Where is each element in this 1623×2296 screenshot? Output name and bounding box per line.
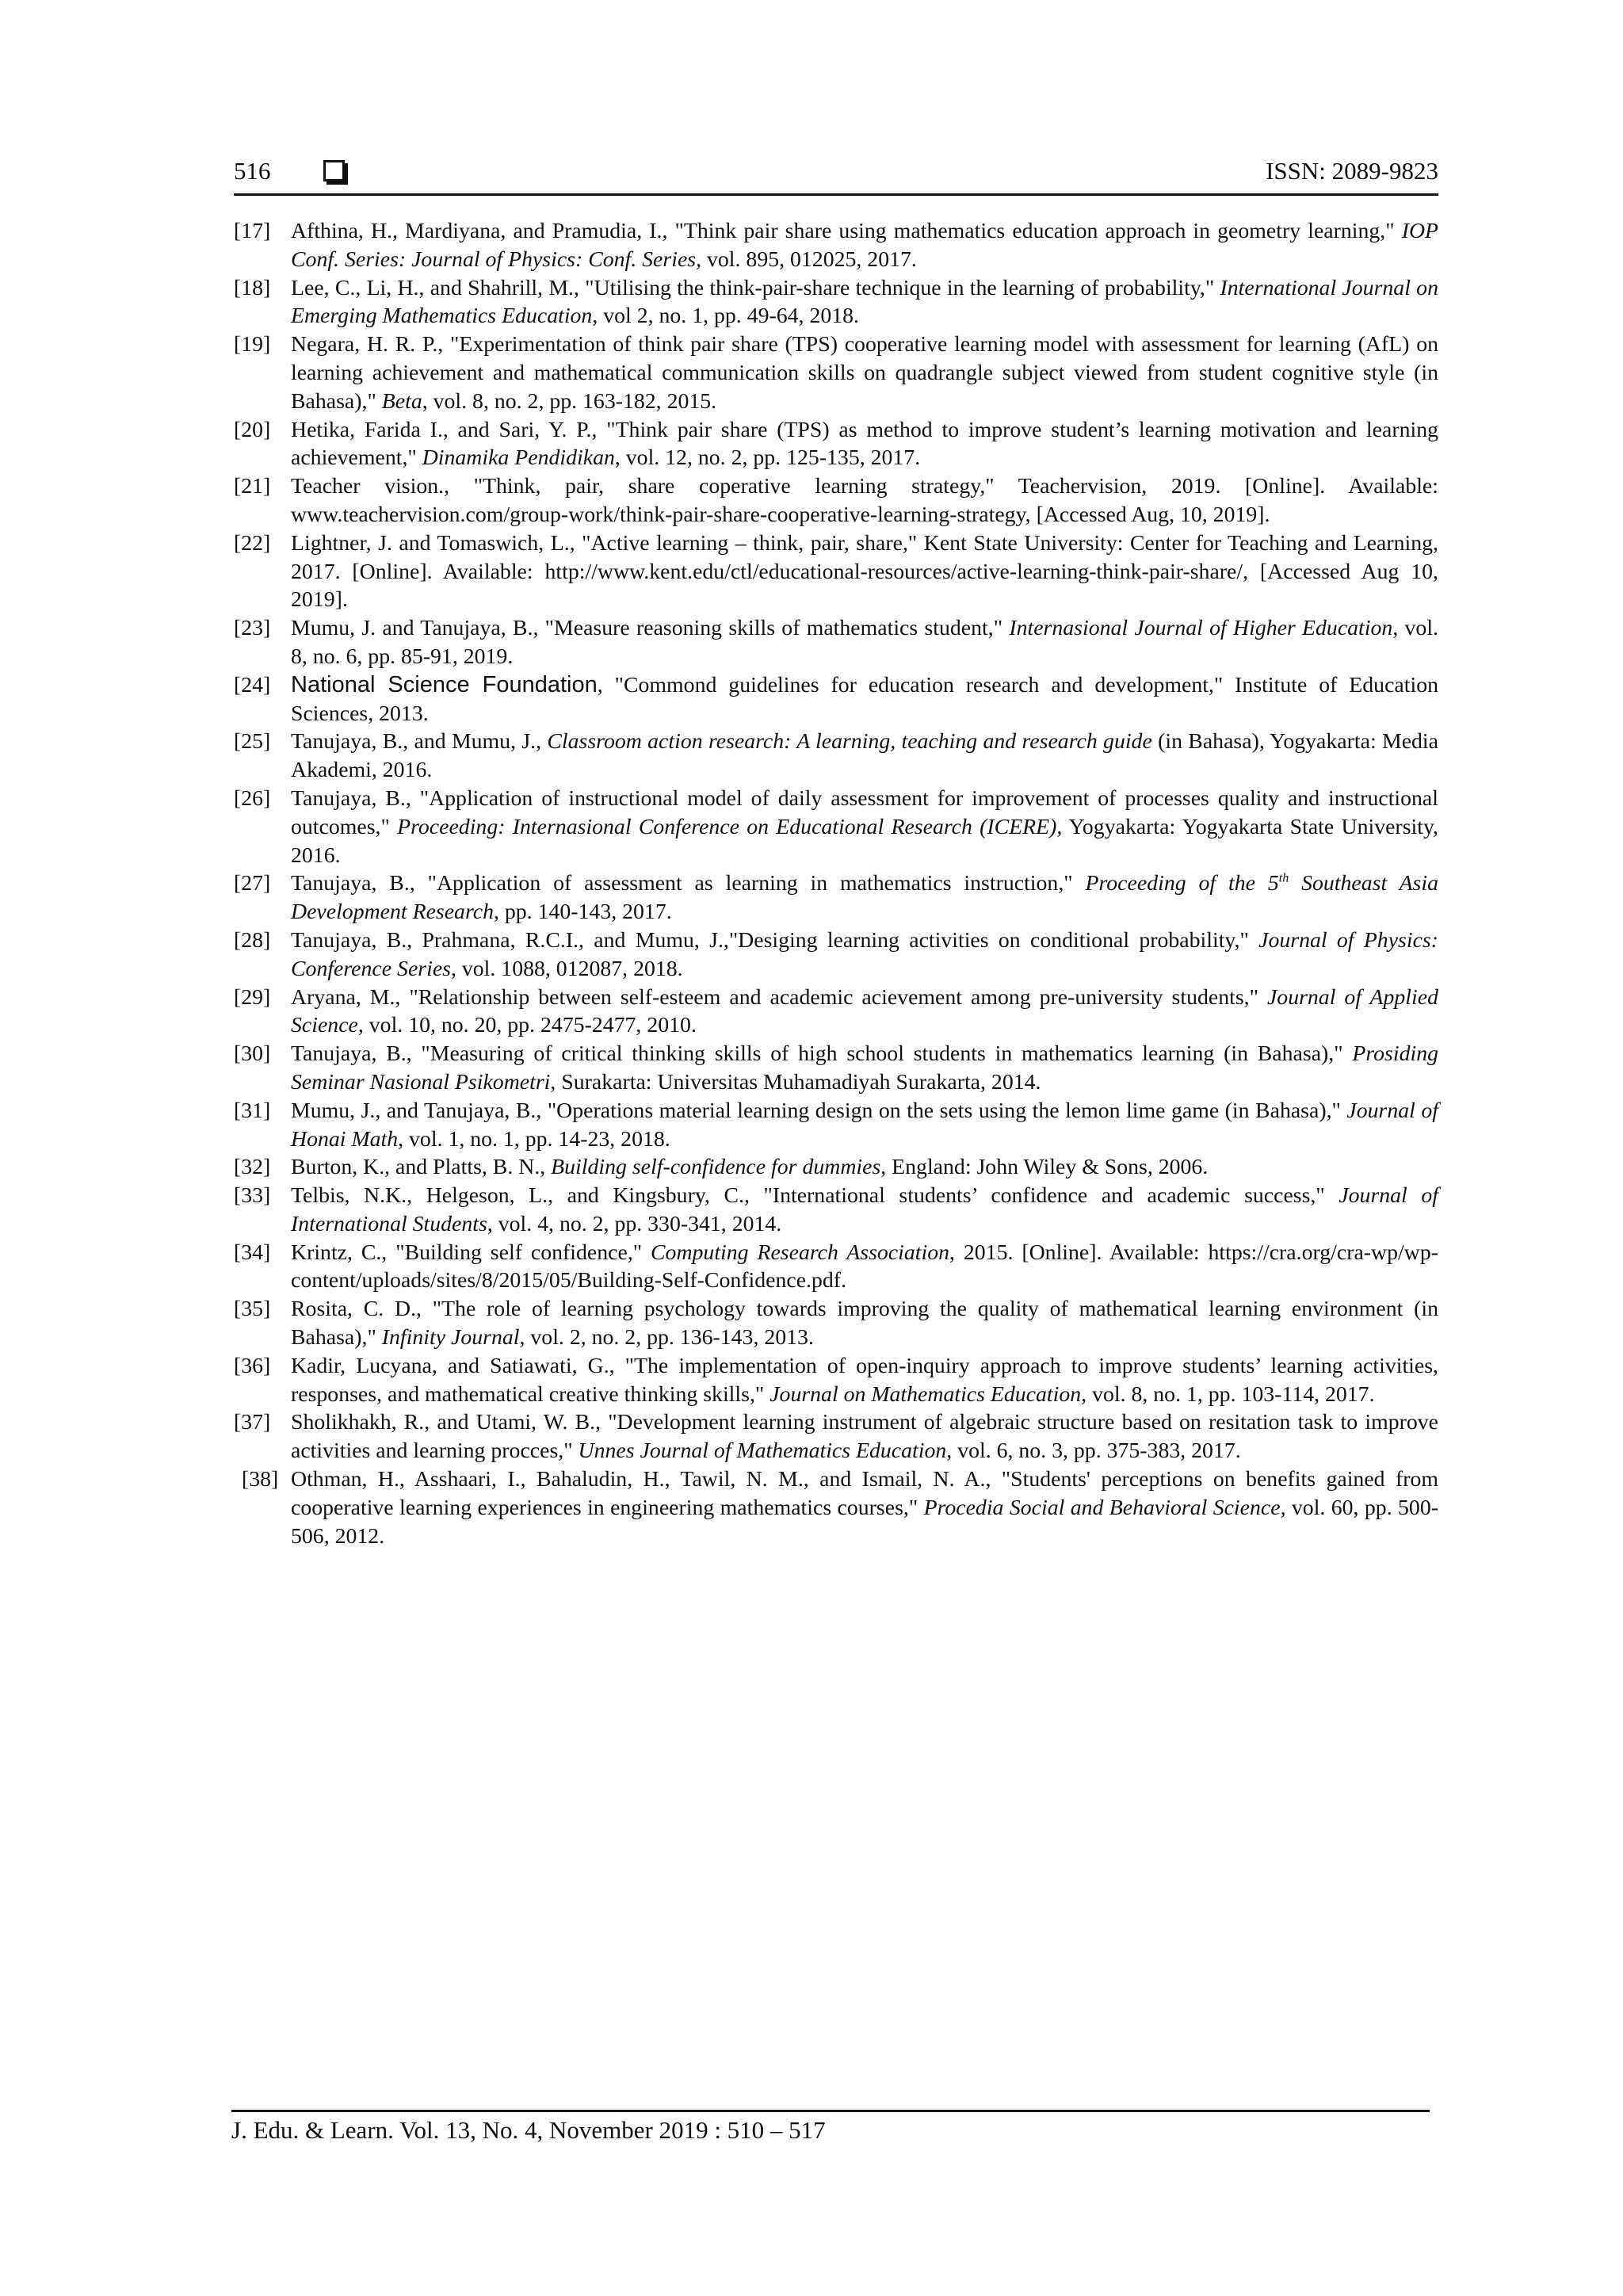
- reference-italic-segment: Journal of Applied Science: [291, 984, 1438, 1038]
- reference-item: [234, 926, 1438, 984]
- reference-segment: , "Commond guidelines for education research and development," Institute of Education Sciences, 2013.: [291, 672, 1438, 726]
- reference-text: [291, 1408, 1438, 1465]
- reference-segment: Tanujaya, B., "Application of assessment as learning in mathematics instruction,": [291, 871, 1086, 896]
- reference-segment: Yogyakarta: Yogyakarta State University, 2016.: [291, 814, 1438, 868]
- reference-italic-segment: Computing Research Association: [651, 1240, 950, 1265]
- reference-text: [291, 1239, 1438, 1296]
- reference-segment: Kadir, Lucyana, and Satiawati, G., "The implementation of open-inquiry approach to improve students’ learning activities, responses, and mathematical creative thinking skills,": [291, 1353, 1438, 1407]
- reference-segment: National Science Foundation: [291, 671, 598, 697]
- reference-item: [234, 1408, 1438, 1465]
- reference-text: [291, 529, 1438, 614]
- reference-italic-segment: Beta: [381, 388, 422, 414]
- reference-item: [234, 1153, 1438, 1182]
- reference-item: [234, 330, 1438, 415]
- reference-number: [37]: [234, 1410, 271, 1435]
- reference-segment: Telbis, N.K., Helgeson, L., and Kingsbury, C., "International students’ confidence and academic success,": [291, 1183, 1339, 1209]
- reference-item: [234, 1097, 1438, 1154]
- header-rule: [234, 193, 1438, 196]
- reference-text: [291, 1465, 1438, 1550]
- reference-italic-segment: Southeast Asia Development Research: [291, 871, 1438, 925]
- reference-number: [38]: [242, 1467, 279, 1492]
- reference-segment: , pp. 140-143, 2017.: [493, 900, 672, 925]
- reference-item: [234, 217, 1438, 274]
- reference-italic-segment: Journal of International Students: [291, 1183, 1438, 1236]
- reference-text: [291, 984, 1438, 1041]
- reference-text: [291, 1352, 1438, 1409]
- reference-italic-segment: Dinamika Pendidikan: [422, 445, 615, 471]
- reference-number: [32]: [234, 1155, 271, 1180]
- reference-segment: , vol. 8, no. 2, pp. 163-182, 2015.: [422, 388, 717, 414]
- reference-number: [28]: [234, 927, 271, 953]
- issn-label: ISSN: 2089-9823: [1266, 157, 1438, 185]
- reference-segment: , Surakarta: Universitas Muhamadiyah Surakarta, 2014.: [550, 1069, 1041, 1095]
- reference-segment: , vol 2, no. 1, pp. 49-64, 2018.: [592, 304, 859, 329]
- reference-text: [291, 1295, 1438, 1352]
- reference-number: [18]: [234, 275, 271, 300]
- reference-italic-segment: Internasional Journal of Higher Education: [1009, 616, 1393, 641]
- reference-segment: Hetika, Farida I., and Sari, Y. P., "Think pair share (TPS) as method to improve student’s learning motivation and learning achievement,": [291, 417, 1438, 471]
- reference-number: [17]: [234, 219, 271, 243]
- reference-segment: vol. 895, 012025, 2017.: [701, 246, 917, 272]
- reference-text: [291, 671, 1438, 728]
- reference-italic-segment: Infinity Journal: [381, 1325, 520, 1350]
- reference-segment: Rosita, C. D., "The role of learning psychology towards improving the quality of mathematical learning environment (in Bahasa),": [291, 1297, 1438, 1350]
- reference-number: [35]: [234, 1297, 271, 1322]
- reference-segment: Lee, C., Li, H., and Shahrill, M., "Utilising the think-pair-share technique in the learning of probability,": [291, 275, 1220, 300]
- reference-italic-segment: Procedia Social and Behavioral Science,: [923, 1495, 1286, 1520]
- reference-segment: Othman, H., Asshaari, I., Bahaludin, H., Tawil, N. M., and Ismail, N. A., "Students' perceptions on benefits gained from cooperative learning experiences in engineering mathematics courses,": [291, 1467, 1438, 1520]
- reference-number: [25]: [234, 729, 271, 755]
- reference-segment: Negara, H. R. P., "Experimentation of think pair share (TPS) cooperative learning model with assessment for learning (AfL) on learning achievement and mathematical communication skills on quadrangle subject viewed from student cognitive style (in Bahasa),": [291, 332, 1438, 414]
- reference-item: [234, 416, 1438, 473]
- reference-list: [234, 217, 1438, 1550]
- reference-segment: , vol. 8, no. 1, pp. 103-114, 2017.: [1081, 1381, 1375, 1407]
- reference-segment: Tanujaya, B., and Mumu, J.,: [291, 729, 548, 755]
- reference-segment: , vol. 6, no. 3, pp. 375-383, 2017.: [946, 1438, 1241, 1464]
- reference-italic-segment: Classroom action research: A learning, teaching and research guide: [547, 729, 1152, 755]
- reference-segment: Sholikhakh, R., and Utami, W. B., "Development learning instrument of algebraic structure based on resitation task to improve activities and learning procces,": [291, 1410, 1438, 1464]
- reference-number: [29]: [234, 984, 271, 1010]
- reference-item: [234, 1465, 1438, 1550]
- reference-text: [291, 217, 1438, 274]
- reference-segment: Aryana, M., "Relationship between self-esteem and academic acievement among pre-university students,": [291, 984, 1267, 1010]
- reference-number: [21]: [234, 474, 271, 499]
- reference-italic-segment: Journal on Mathematics Education: [769, 1381, 1082, 1407]
- reference-segment: , vol. 4, no. 2, pp. 330-341, 2014.: [487, 1211, 782, 1236]
- reference-item: [234, 785, 1438, 869]
- reference-item: [234, 671, 1438, 728]
- reference-italic-segment: Prosiding Seminar Nasional Psikometri: [291, 1041, 1438, 1095]
- reference-italic-segment: Building self-confidence for dummies: [551, 1155, 881, 1180]
- reference-number: [22]: [234, 530, 271, 556]
- reference-text: [291, 1153, 1438, 1182]
- reference-number: [19]: [234, 332, 271, 357]
- reference-number: [30]: [234, 1041, 271, 1067]
- reference-segment: Afthina, H., Mardiyana, and Pramudia, I., "Think pair share using mathematics education approach in geometry learning,": [291, 219, 1402, 243]
- reference-number: [20]: [234, 417, 271, 442]
- reference-segment: Tanujaya, B., "Application of instructional model of daily assessment for improvement of processes quality and instructional outcomes,": [291, 785, 1438, 839]
- reference-number: [24]: [234, 672, 271, 697]
- reference-item: [234, 274, 1438, 331]
- reference-segment: , vol. 12, no. 2, pp. 125-135, 2017.: [614, 445, 921, 471]
- reference-segment: Mumu, J. and Tanujaya, B., "Measure reasoning skills of mathematics student,": [291, 616, 1010, 641]
- footer-rule: [231, 2110, 1430, 2112]
- reference-item: [234, 1352, 1438, 1409]
- reference-number: [31]: [234, 1098, 271, 1123]
- reference-italic-segment: Proceeding: Internasional Conference on Educational Research (ICERE),: [397, 814, 1063, 839]
- reference-italic-segment: IOP Conf. Series: Journal of Physics: Conf. Series,: [291, 219, 1438, 272]
- reference-text: [291, 926, 1438, 984]
- reference-item: [234, 472, 1438, 529]
- reference-number: [34]: [234, 1240, 271, 1265]
- reference-text: [291, 274, 1438, 331]
- journal-footer: J. Edu. & Learn. Vol. 13, No. 4, November 2019 : 510 – 517: [231, 2116, 826, 2144]
- reference-text: [291, 614, 1438, 671]
- reference-item: [234, 984, 1438, 1041]
- reference-segment: Tanujaya, B., Prahmana, R.C.I., and Mumu, J.,"Desiging learning activities on conditional probability,": [291, 927, 1259, 953]
- reference-segment: Lightner, J. and Tomaswich, L., "Active learning – think, pair, share," Kent State University: Center for Teaching and Learning, 2017. [Online]. Available: http://www.kent.edu/ctl/educational-resources/active-learning-think-pair-share/, [Accessed Aug 10, 2019].: [291, 530, 1438, 613]
- reference-text: [291, 1040, 1438, 1097]
- reference-italic-segment: Proceeding of the 5: [1085, 871, 1279, 896]
- reference-segment: Mumu, J., and Tanujaya, B., "Operations material learning design on the sets using the lemon lime game (in Bahasa),": [291, 1098, 1347, 1123]
- reference-segment: Krintz, C., "Building self confidence,": [291, 1240, 651, 1265]
- reference-segment: , vol. 2, no. 2, pp. 136-143, 2013.: [519, 1325, 814, 1350]
- reference-number: [26]: [234, 785, 271, 811]
- reference-number: [27]: [234, 871, 271, 896]
- reference-number: [23]: [234, 616, 271, 641]
- reference-text: [291, 330, 1438, 415]
- reference-text: [291, 728, 1438, 785]
- reference-segment: th: [1278, 872, 1289, 886]
- square-box-icon: [323, 160, 345, 181]
- reference-italic-segment: Unnes Journal of Mathematics Education: [578, 1438, 947, 1464]
- reference-segment: (in Bahasa), Yogyakarta: Media Akademi, 2016.: [291, 729, 1438, 783]
- reference-item: [234, 1239, 1438, 1296]
- reference-text: [291, 785, 1438, 869]
- reference-item: [234, 1295, 1438, 1352]
- reference-text: [291, 1097, 1438, 1154]
- reference-item: [234, 869, 1438, 926]
- reference-segment: vol. 60, pp. 500-506, 2012.: [291, 1495, 1438, 1549]
- reference-segment: , vol. 10, no. 20, pp. 2475-2477, 2010.: [357, 1013, 697, 1038]
- reference-text: [291, 869, 1438, 926]
- reference-segment: , vol. 1088, 012087, 2018.: [450, 956, 683, 981]
- reference-segment: , vol. 8, no. 6, pp. 85-91, 2019.: [291, 616, 1438, 669]
- reference-item: [234, 529, 1438, 614]
- page-header: [234, 155, 1438, 195]
- reference-segment: , England: John Wiley & Sons, 2006.: [880, 1155, 1209, 1180]
- reference-segment: Teacher vision., "Think, pair, share coperative learning strategy," Teachervision, 2019. [Online]. Available: www.teachervision.com/group-work/think-pair-share-cooperative-learning-strategy, [Accessed Aug, 10, 2019].: [291, 474, 1438, 527]
- reference-item: [234, 614, 1438, 671]
- reference-item: [234, 728, 1438, 785]
- reference-italic-segment: Journal of Physics: Conference Series: [291, 927, 1438, 981]
- reference-item: [234, 1182, 1438, 1239]
- reference-text: [291, 416, 1438, 473]
- reference-italic-segment: International Journal on Emerging Mathematics Education: [291, 275, 1438, 329]
- reference-text: [291, 472, 1438, 529]
- page-number: 516: [234, 157, 271, 185]
- reference-segment: Tanujaya, B., "Measuring of critical thinking skills of high school students in mathematics learning (in Bahasa),": [291, 1041, 1353, 1067]
- reference-segment: , 2015. [Online]. Available: https://cra.org/cra-wp/wp-content/uploads/sites/8/2015/05/Building-Self-Confidence.pdf.: [291, 1240, 1438, 1293]
- reference-segment: Burton, K., and Platts, B. N.,: [291, 1155, 552, 1180]
- reference-text: [291, 1182, 1438, 1239]
- reference-italic-segment: Journal of Honai Math: [291, 1098, 1439, 1152]
- reference-item: [234, 1040, 1438, 1097]
- reference-number: [33]: [234, 1183, 271, 1209]
- reference-segment: , vol. 1, no. 1, pp. 14-23, 2018.: [398, 1126, 670, 1152]
- reference-number: [36]: [234, 1353, 271, 1378]
